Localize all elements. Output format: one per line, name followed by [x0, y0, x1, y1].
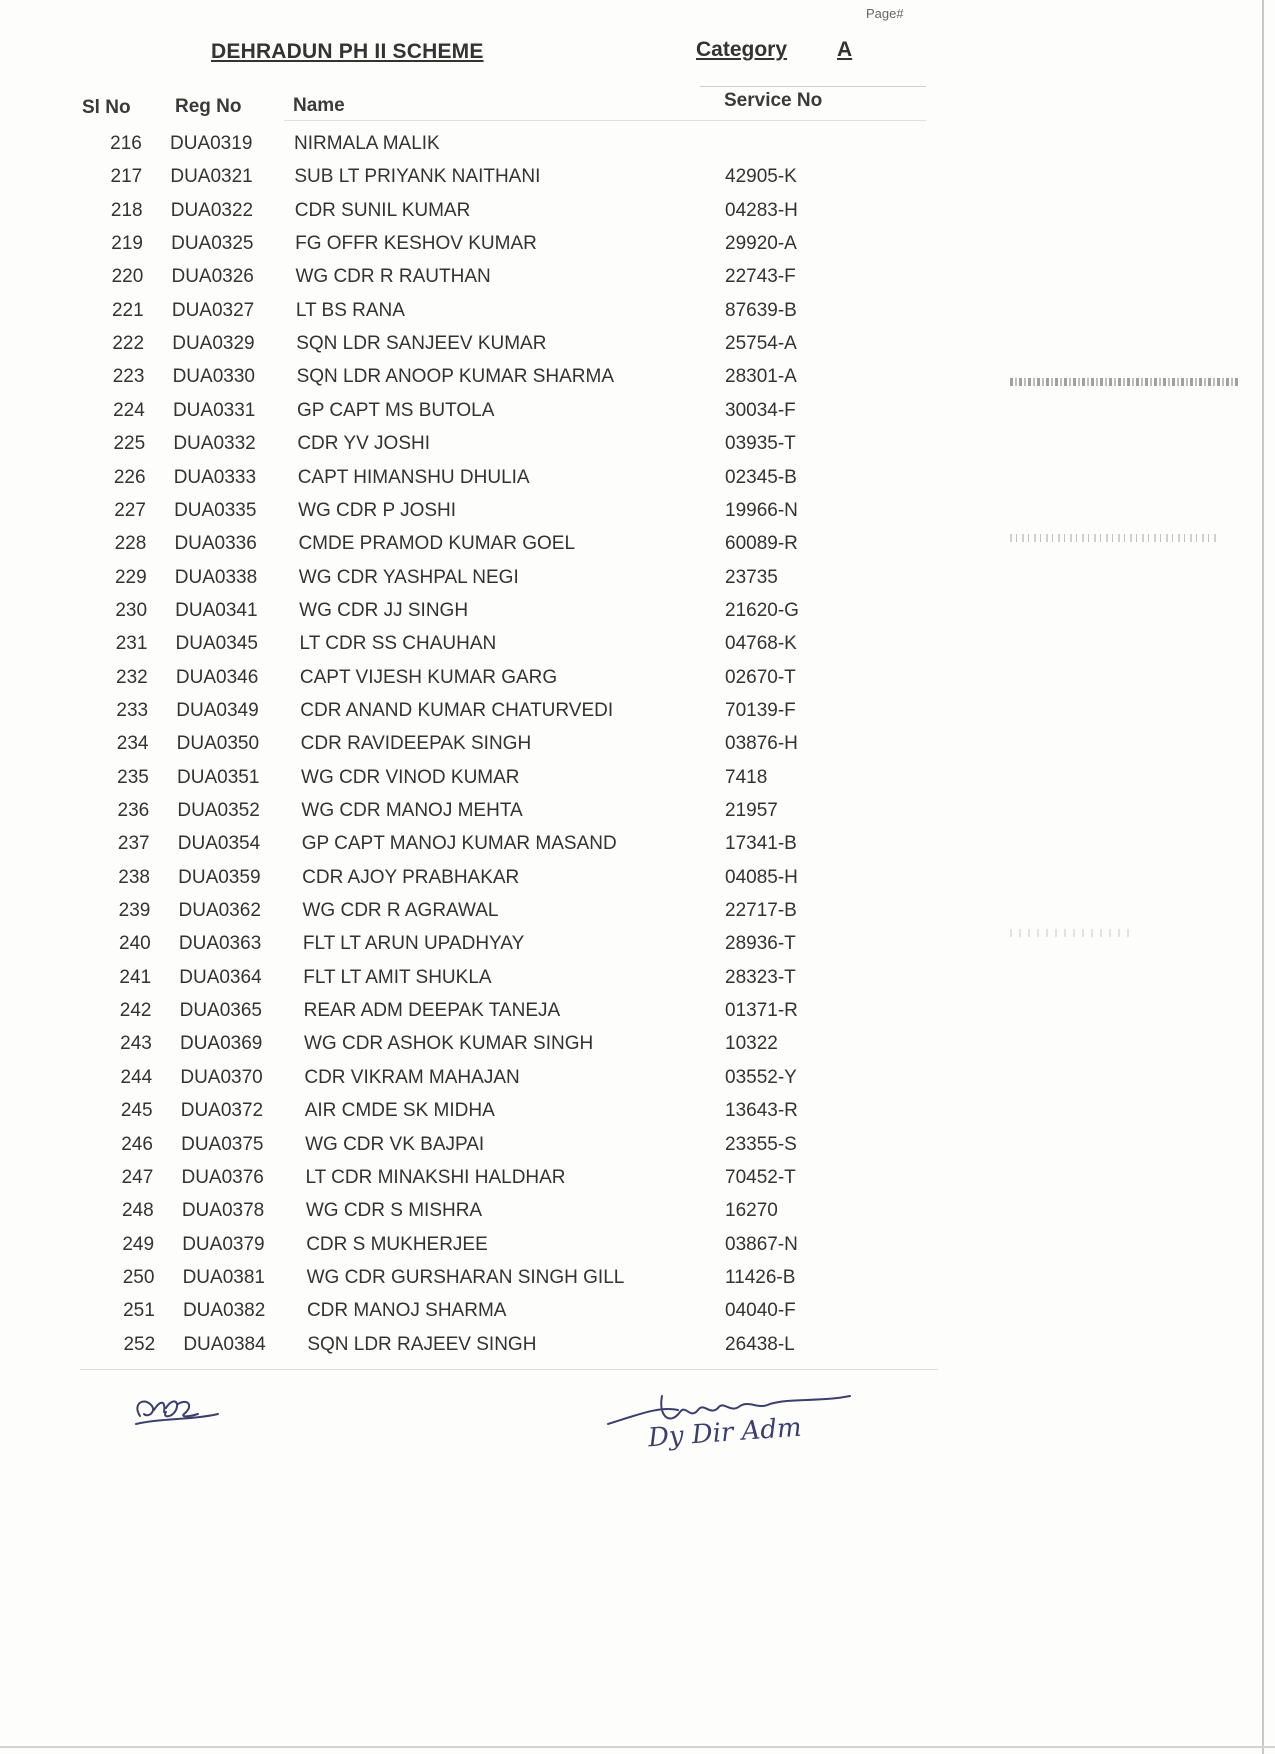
cell-reg-no: DUA0346: [175, 666, 259, 688]
cell-sl-no: 251: [123, 1300, 155, 1322]
cell-reg-no: DUA0349: [176, 699, 259, 721]
cell-reg-no: DUA0326: [171, 266, 254, 288]
cell-service-no: 21957: [725, 800, 778, 821]
cell-sl-no: 220: [111, 266, 144, 288]
cell-name: WG CDR JJ SINGH: [299, 599, 469, 621]
category-value: A: [837, 38, 853, 61]
cell-service-no: 21620-G: [725, 599, 799, 621]
column-header-reg-no: Reg No: [175, 96, 242, 117]
cell-sl-no: 229: [114, 566, 147, 588]
cell-name: FG OFFR KESHOV KUMAR: [295, 233, 537, 255]
cell-reg-no: DUA0359: [178, 866, 261, 888]
cell-sl-no: 252: [123, 1333, 156, 1355]
cell-reg-no: DUA0372: [180, 1100, 264, 1122]
cell-service-no: 03552-Y: [725, 1066, 797, 1088]
cell-service-no: 7418: [725, 766, 768, 788]
cell-name: REAR ADM DEEPAK TANEJA: [303, 1000, 561, 1022]
cell-sl-no: 238: [118, 866, 150, 888]
cell-reg-no: DUA0351: [177, 766, 260, 788]
cell-reg-no: DUA0352: [177, 800, 260, 821]
cell-name: WG CDR VK BAJPAI: [305, 1133, 485, 1155]
cell-service-no: 13643-R: [725, 1100, 798, 1122]
cell-sl-no: 223: [112, 366, 145, 388]
cell-sl-no: 230: [115, 599, 148, 621]
cell-service-no: 25754-A: [725, 333, 797, 355]
cell-name: AIR CMDE SK MIDHA: [304, 1100, 495, 1122]
cell-sl-no: 232: [116, 666, 148, 688]
cell-sl-no: 227: [114, 499, 146, 521]
cell-name: CDR ANAND KUMAR CHATURVEDI: [300, 699, 614, 721]
cell-sl-no: 241: [119, 966, 152, 988]
cell-sl-no: 226: [113, 466, 146, 488]
cell-sl-no: 239: [118, 900, 151, 922]
cell-reg-no: DUA0363: [178, 933, 262, 955]
cell-service-no: 42905-K: [725, 166, 797, 188]
cell-name: CDR S MUKHERJEE: [306, 1233, 488, 1255]
cell-reg-no: DUA0322: [170, 199, 254, 221]
cell-sl-no: 248: [121, 1200, 154, 1222]
cell-sl-no: 243: [120, 1033, 152, 1055]
cell-service-no: 16270: [725, 1200, 778, 1222]
column-header-sl-no: Sl No: [82, 97, 131, 118]
cell-reg-no: DUA0332: [173, 433, 256, 455]
cell-reg-no: DUA0378: [181, 1200, 265, 1222]
cell-name: NIRMALA MALIK: [294, 133, 440, 154]
cell-sl-no: 224: [113, 399, 145, 421]
cell-service-no: 19966-N: [725, 499, 798, 521]
cell-reg-no: DUA0338: [174, 566, 258, 588]
cell-service-no: 03935-T: [725, 433, 796, 455]
page-bottom-edge: [0, 1746, 1275, 1748]
cell-service-no: 02670-T: [725, 666, 796, 688]
cell-service-no: 60089-R: [725, 533, 798, 555]
cell-name: WG CDR P JOSHI: [298, 499, 457, 521]
cell-reg-no: DUA0345: [175, 633, 258, 655]
cell-reg-no: DUA0325: [171, 233, 254, 255]
officer-signature: [600, 1376, 860, 1461]
document-title: DEHRADUN PH II SCHEME: [211, 40, 484, 63]
cell-reg-no: DUA0382: [182, 1300, 266, 1322]
cell-name: CDR VIKRAM MAHAJAN: [304, 1066, 520, 1088]
cell-service-no: 17341-B: [725, 833, 797, 855]
cell-service-no: 70452-T: [725, 1166, 796, 1188]
cell-service-no: 04085-H: [725, 866, 798, 888]
cell-name: CDR AJOY PRABHAKAR: [302, 866, 520, 888]
cell-reg-no: DUA0369: [179, 1033, 263, 1055]
cell-reg-no: DUA0376: [181, 1166, 264, 1188]
cell-reg-no: DUA0331: [172, 399, 256, 421]
cell-name: CDR RAVIDEEPAK SINGH: [300, 733, 532, 755]
cell-service-no: 03876-H: [725, 733, 798, 755]
cell-sl-no: 242: [119, 1000, 152, 1022]
cell-service-no: 87639-B: [725, 299, 797, 321]
cell-reg-no: DUA0336: [174, 533, 257, 555]
cell-name: SUB LT PRIYANK NAITHANI: [294, 166, 541, 188]
column-header-service-no: Service No: [724, 90, 823, 111]
cell-service-no: 02345-B: [725, 466, 797, 488]
cell-sl-no: 221: [111, 299, 144, 321]
cell-service-no: 23735: [725, 566, 778, 588]
cell-name: SQN LDR SANJEEV KUMAR: [296, 333, 547, 355]
cell-name: WG CDR R AGRAWAL: [302, 900, 499, 922]
cell-reg-no: DUA0335: [174, 499, 257, 521]
scan-artifact: [1010, 534, 1218, 542]
cell-service-no: 23355-S: [725, 1133, 797, 1155]
cell-name: CAPT VIJESH KUMAR GARG: [299, 666, 558, 688]
cell-reg-no: DUA0364: [179, 966, 262, 988]
cell-name: CDR MANOJ SHARMA: [306, 1300, 507, 1322]
cell-service-no: 10322: [725, 1033, 778, 1055]
cell-sl-no: 216: [110, 133, 142, 154]
cell-name: CDR SUNIL KUMAR: [294, 199, 471, 221]
cell-name: CMDE PRAMOD KUMAR GOEL: [298, 533, 576, 555]
cell-sl-no: 228: [114, 533, 147, 555]
cell-reg-no: DUA0375: [181, 1133, 264, 1155]
cell-name: FLT LT ARUN UPADHYAY: [302, 933, 525, 955]
cell-reg-no: DUA0365: [179, 1000, 262, 1022]
cell-sl-no: 231: [115, 633, 148, 655]
cell-name: LT CDR MINAKSHI HALDHAR: [305, 1166, 566, 1188]
cell-sl-no: 217: [110, 166, 143, 188]
cell-name: WG CDR S MISHRA: [305, 1200, 483, 1222]
signature-caption: Dy Dir Adm: [647, 1412, 803, 1454]
category-label: Category: [696, 38, 788, 61]
cell-reg-no: DUA0384: [183, 1333, 266, 1355]
cell-service-no: 28936-T: [725, 933, 796, 955]
cell-sl-no: 247: [121, 1166, 154, 1188]
cell-service-no: 28301-A: [725, 366, 797, 388]
cell-service-no: 01371-R: [725, 1000, 798, 1022]
cell-service-no: 04283-H: [725, 199, 798, 221]
cell-service-no: 04768-K: [725, 633, 797, 655]
cell-reg-no: DUA0327: [171, 299, 255, 321]
scan-artifact: [1010, 378, 1238, 386]
scan-artifact: [1010, 929, 1130, 937]
cell-service-no: 03867-N: [725, 1233, 798, 1255]
cell-reg-no: DUA0319: [170, 133, 253, 154]
cell-sl-no: 249: [122, 1233, 155, 1255]
cell-service-no: 04040-F: [725, 1300, 796, 1322]
cell-sl-no: 244: [120, 1066, 153, 1088]
cell-sl-no: 225: [113, 433, 146, 455]
cell-reg-no: DUA0333: [173, 466, 257, 488]
cell-reg-no: DUA0321: [170, 166, 253, 188]
cell-sl-no: 250: [122, 1266, 155, 1288]
cell-service-no: 11426-B: [725, 1266, 796, 1288]
cell-name: GP CAPT MANOJ KUMAR MASAND: [301, 833, 617, 855]
cell-sl-no: 218: [110, 199, 143, 221]
cell-sl-no: 234: [116, 733, 149, 755]
cell-reg-no: DUA0381: [182, 1266, 265, 1288]
cell-name: LT BS RANA: [295, 299, 405, 321]
cell-sl-no: 237: [117, 833, 150, 855]
initials-signature: [122, 1384, 232, 1434]
cell-reg-no: DUA0350: [176, 733, 260, 755]
cell-sl-no: 236: [117, 800, 150, 821]
cell-name: WG CDR R RAUTHAN: [295, 266, 491, 288]
cell-reg-no: DUA0370: [180, 1066, 263, 1088]
cell-name: FLT LT AMIT SHUKLA: [303, 966, 492, 988]
cell-sl-no: 219: [111, 233, 143, 255]
cell-service-no: 29920-A: [725, 233, 797, 255]
cell-reg-no: DUA0379: [182, 1233, 265, 1255]
cell-sl-no: 240: [119, 933, 151, 955]
cell-service-no: 30034-F: [725, 399, 796, 421]
cell-name: CAPT HIMANSHU DHULIA: [297, 466, 530, 488]
cell-name: SQN LDR RAJEEV SINGH: [307, 1333, 537, 1355]
cell-reg-no: DUA0329: [172, 333, 255, 355]
header-rule: [700, 86, 926, 87]
cell-name: WG CDR GURSHARAN SINGH GILL: [306, 1266, 625, 1288]
cell-name: GP CAPT MS BUTOLA: [296, 399, 495, 421]
cell-sl-no: 222: [112, 333, 145, 355]
cell-reg-no: DUA0330: [172, 366, 255, 388]
cell-name: WG CDR MANOJ MEHTA: [301, 800, 523, 821]
cell-service-no: 26438-L: [725, 1333, 795, 1355]
column-header-name: Name: [293, 95, 345, 116]
cell-service-no: 22717-B: [725, 900, 797, 922]
cell-name: LT CDR SS CHAUHAN: [299, 633, 497, 655]
cell-service-no: 28323-T: [725, 966, 796, 988]
cell-service-no: 22743-F: [725, 266, 796, 288]
cell-sl-no: 233: [116, 699, 149, 721]
cell-name: CDR YV JOSHI: [297, 433, 431, 455]
cell-service-no: 70139-F: [725, 699, 796, 721]
cell-sl-no: 235: [117, 766, 149, 788]
header-separator: [284, 120, 926, 121]
cell-reg-no: DUA0354: [177, 833, 261, 855]
cell-reg-no: DUA0341: [175, 599, 258, 621]
cell-name: SQN LDR ANOOP KUMAR SHARMA: [296, 366, 615, 388]
cell-name: WG CDR YASHPAL NEGI: [298, 566, 519, 588]
page-number-mark: Page#: [866, 6, 904, 21]
cell-name: WG CDR ASHOK KUMAR SINGH: [303, 1033, 594, 1055]
footer-separator: [80, 1369, 938, 1370]
cell-sl-no: 246: [121, 1133, 153, 1155]
cell-sl-no: 245: [120, 1100, 153, 1122]
cell-reg-no: DUA0362: [178, 900, 261, 922]
cell-name: WG CDR VINOD KUMAR: [301, 766, 520, 788]
page-right-edge: [1262, 0, 1264, 1754]
